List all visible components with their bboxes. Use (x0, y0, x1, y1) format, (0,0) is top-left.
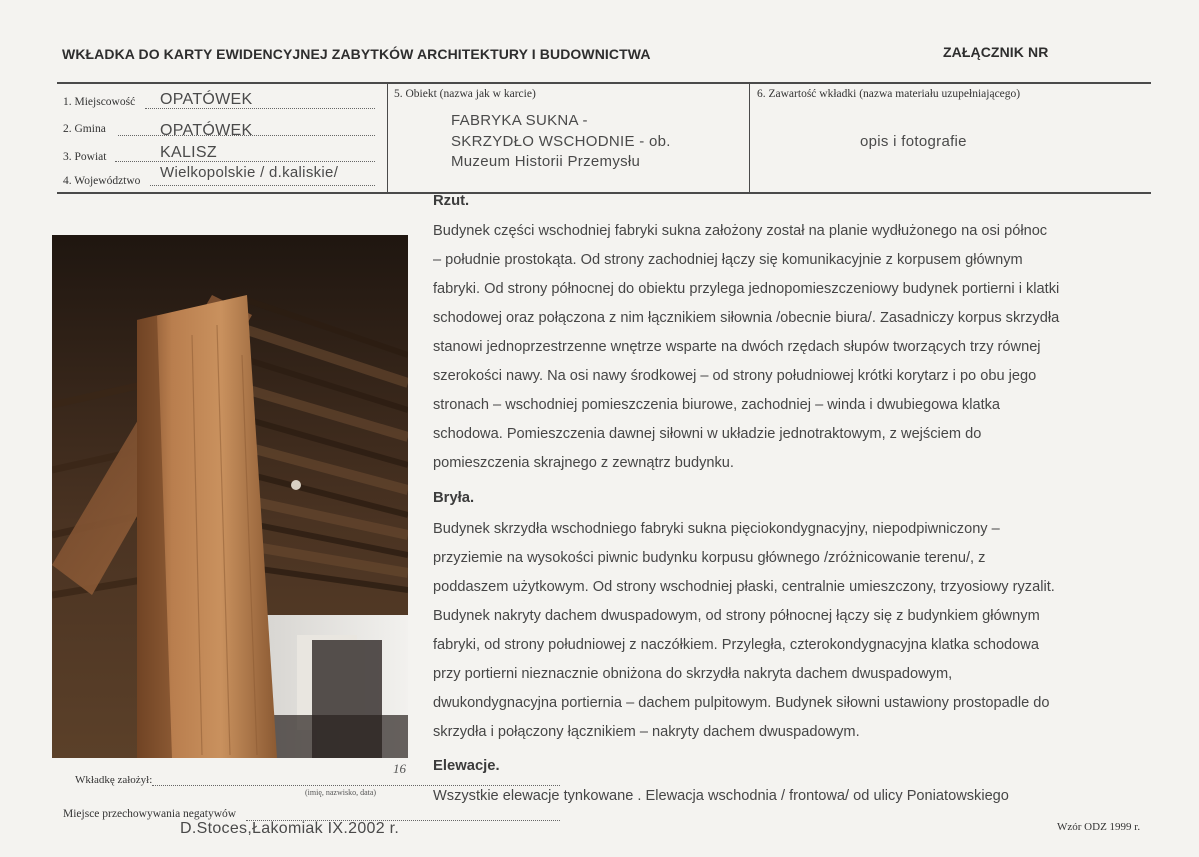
rzut-line: schodowa. Pomieszczenia dawnej siłowni w układzie jednotraktowym, z wejściem do (433, 426, 982, 442)
commune-value: OPATÓWEK (160, 122, 253, 139)
voivodeship-dots (150, 185, 375, 186)
bryla-line: poddaszem użytkowym. Od strony wschodniej płaski, centralnie umieszczony, trzyosiowy ryzalit. (433, 579, 1055, 595)
city-label: 1. Miejscowość (63, 96, 136, 108)
handwritten-mark: 16 (393, 761, 406, 776)
rzut-line: stronach – wschodniej pomieszczenia biurowe, zachodniej – winda i dwubiegowa klatka (433, 397, 1001, 413)
interior-column-photo (52, 235, 408, 758)
author-value: D.Stoces,Łakomiak IX.2002 r. (180, 820, 400, 837)
photo-illustration (52, 235, 408, 758)
object-line-1: FABRYKA SUKNA - (451, 112, 588, 129)
bryla-line: fabryki, od strony południowej z naczółkiem. Przyległa, czterokondygnacyjna klatka schodowa (433, 637, 1039, 653)
table-divider-2 (749, 83, 750, 193)
created-by-dots (152, 785, 560, 786)
voivodeship-value: Wielkopolskie / d.kaliskie/ (160, 164, 339, 181)
bryla-line: Budynek skrzydła wschodniego fabryki sukna pięciokondygnacyjny, niepodpiwniczony – (433, 521, 1000, 537)
contents-label: 6. Zawartość wkładki (nazwa materiału uzupełniającego) (757, 88, 1021, 100)
rzut-line: fabryki. Od strony północnej do obiektu przylega jednopomieszczeniowy budynek portierni i klatki (433, 281, 1060, 297)
commune-label: 2. Gmina (63, 123, 106, 135)
bryla-line: skrzydła i połączony łącznikiem – nakryty dachem dwuspadowym. (433, 724, 860, 740)
table-bottom-border (57, 192, 1151, 194)
rzut-line: schodowej oraz połączona z nim łącznikiem siłownia /obecnie biura/. Zasadniczy korpus skrzydła (433, 310, 1060, 326)
elewacje-heading: Elewacje. (433, 758, 500, 774)
object-label: 5. Obiekt (nazwa jak w karcie) (394, 88, 536, 100)
bryla-line: przyziemie na wysokości piwnic budynku korpusu głównego /zróżnicowanie terenu/, z (433, 550, 986, 566)
rzut-section (433, 217, 1141, 478)
rzut-line: Budynek części wschodniej fabryki sukna założony został na planie wydłużonego na osi północ (433, 223, 1048, 239)
rzut-line: stanowi jednoprzestrzenne wnętrze wsparte na dwóch rzędach słupów tworzących trzy równej (433, 339, 1041, 355)
rzut-heading: Rzut. (433, 193, 470, 209)
object-line-2: SKRZYDŁO WSCHODNIE - ob. (451, 133, 671, 150)
annex-label: ZAŁĄCZNIK NR (943, 44, 1049, 60)
county-dots (115, 161, 375, 162)
bryla-heading: Bryła. (433, 490, 475, 506)
contents-value: opis i fotografie (860, 133, 967, 150)
voivodeship-label: 4. Województwo (63, 175, 141, 187)
bryla-line: dwukondygnacyjna portiernia – dachem pulpitowym. Budynek siłowni ustawiony prostopadle do (433, 695, 1050, 711)
bryla-line: przy portierni nieznacznie obniżona do skrzydła nakryta dachem dwuspadowym, (433, 666, 953, 682)
rzut-line: pomieszczenia skrajnego z zewnątrz budynku. (433, 455, 734, 471)
rzut-line: szerokości nawy. Na osi nawy środkowej – od strony południowej krótki korytarz i po obu jego (433, 368, 1037, 384)
negatives-label: Miejsce przechowywania negatywów (63, 808, 237, 820)
city-value: OPATÓWEK (160, 91, 253, 108)
rzut-line: – południe prostokąta. Od strony zachodniej łączy się komunikacyjnie z korpusem głównym (433, 252, 1023, 268)
created-by-label: Wkładkę założył: (75, 774, 153, 786)
bryla-line: Budynek nakryty dachem dwuspadowym, od strony północnej łączy się z budynkiem głównym (433, 608, 1040, 624)
created-by-hint: (imię, nazwisko, data) (305, 788, 377, 797)
bryla-section (433, 515, 1141, 747)
county-value: KALISZ (160, 144, 217, 161)
table-divider-1 (387, 83, 388, 193)
elewacje-line: Wszystkie elewacje tynkowane . Elewacja wschodnia / frontowa/ od ulicy Poniatowskiego (433, 788, 1009, 804)
form-code: Wzór ODZ 1999 r. (1057, 821, 1141, 833)
table-top-border (57, 82, 1151, 84)
document-title: WKŁADKA DO KARTY EWIDENCYJNEJ ZABYTKÓW ARCHITEKTURY I BUDOWNICTWA (62, 46, 651, 62)
object-line-3: Muzeum Historii Przemysłu (451, 153, 641, 170)
county-label: 3. Powiat (63, 151, 107, 163)
